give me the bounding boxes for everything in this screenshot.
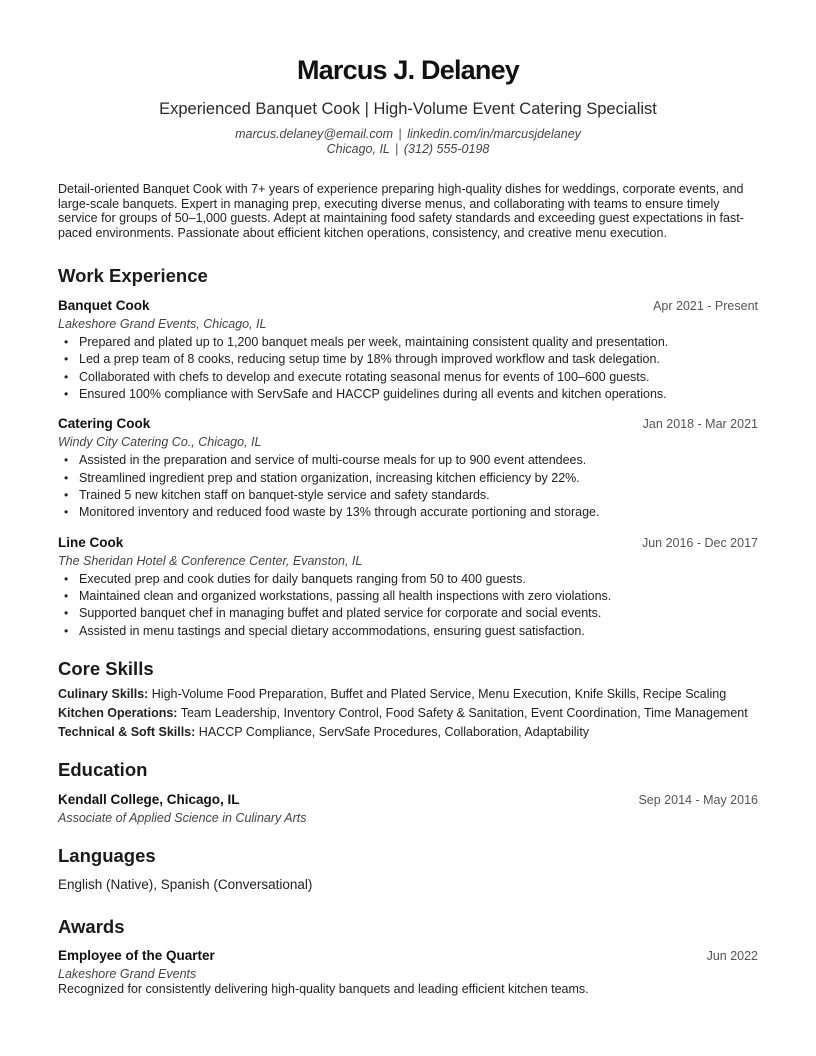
job-bullets xyxy=(58,453,758,519)
education-header xyxy=(58,792,758,808)
skill-value: High-Volume Food Preparation, Buffet and Plated Service, Menu Execution, Knife Skills, Recipe Scaling xyxy=(151,687,727,702)
job-bullets xyxy=(58,572,758,638)
job-organization: Windy City Catering Co., Chicago, IL xyxy=(58,435,262,450)
job-title: Banquet Cook xyxy=(58,298,150,313)
languages-text: English (Native), Spanish (Conversational) xyxy=(58,877,313,893)
skill-label: Culinary Skills: xyxy=(58,687,149,702)
bullet-item: • Ensured 100% compliance with ServSafe and HACCP guidelines during all events and kitchen operations. xyxy=(58,387,758,402)
section-title-experience: Work Experience xyxy=(58,265,208,286)
job-header xyxy=(58,416,758,432)
education-entry xyxy=(58,792,758,826)
job-dates: Apr 2021 - Present xyxy=(653,299,758,313)
location: Chicago, IL xyxy=(326,142,390,156)
job-title: Catering Cook xyxy=(58,416,151,432)
bullet-item: • Streamlined ingredient prep and station organization, increasing kitchen efficiency by 22%. xyxy=(58,471,758,486)
education-dates: Sep 2014 - May 2016 xyxy=(638,793,758,808)
award-entry xyxy=(58,948,758,996)
bullet-item: • Assisted in menu tastings and special dietary accommodations, ensuring guest satisfaction. xyxy=(58,624,758,639)
job-dates: Jan 2018 - Mar 2021 xyxy=(642,417,758,432)
award-name: Employee of the Quarter xyxy=(58,948,215,964)
linkedin-link[interactable]: linkedin.com/in/marcusjdelaney xyxy=(407,127,581,141)
bullet-item: • Collaborated with chefs to develop and execute rotating seasonal menus for events of 100–600 guests. xyxy=(58,370,758,385)
bullet-item: • Prepared and plated up to 1,200 banquet meals per week, maintaining consistent quality and presentation. xyxy=(58,335,758,350)
school-name: Kendall College, Chicago, IL xyxy=(58,792,240,808)
award-organization: Lakeshore Grand Events xyxy=(58,967,197,982)
job-bullets xyxy=(58,335,758,401)
job-entry xyxy=(58,535,758,638)
job-header xyxy=(58,298,758,314)
bullet-item: • Supported banquet chef in managing buffet and plated service for corporate and social events. xyxy=(58,606,758,621)
skills-list xyxy=(58,687,758,739)
skill-label: Kitchen Operations: xyxy=(58,706,178,721)
job-entry xyxy=(58,298,758,401)
section-title-languages: Languages xyxy=(58,845,156,867)
section-title-awards: Awards xyxy=(58,916,125,938)
award-date: Jun 2022 xyxy=(706,949,758,964)
job-organization: Lakeshore Grand Events, Chicago, IL xyxy=(58,317,267,331)
job-dates: Jun 2016 - Dec 2017 xyxy=(641,535,758,550)
skill-line xyxy=(58,706,758,720)
contact-line-1 xyxy=(58,127,758,142)
job-entry xyxy=(58,416,758,519)
skill-value: HACCP Compliance, ServSafe Procedures, Collaboration, Adaptability xyxy=(198,725,590,740)
job-organization: The Sheridan Hotel & Conference Center, Evanston, IL xyxy=(58,553,363,568)
award-header xyxy=(58,948,758,964)
degree: Associate of Applied Science in Culinary Arts xyxy=(58,811,307,826)
bullet-item: • Trained 5 new kitchen staff on banquet-style service and safety standards. xyxy=(58,488,758,503)
bullet-item: • Led a prep team of 8 cooks, reducing setup time by 18% through improved workflow and task delegation. xyxy=(58,352,758,367)
headline: Experienced Banquet Cook | High-Volume Event Catering Specialist xyxy=(159,100,657,118)
contact-line-2 xyxy=(58,142,758,157)
skill-value: Team Leadership, Inventory Control, Food Safety & Sanitation, Event Coordination, Time Management xyxy=(180,706,748,721)
separator: | xyxy=(398,127,402,141)
summary: Detail-oriented Banquet Cook with 7+ years of experience preparing high-quality dishes for weddings, corporate events, and large-scale banquets. Expert in managing prep, executing diverse menus, and collaborating with teams to ensure timely service for groups of 50–1,000 guests. Adept at maintaining food safety standards and exceeding guest expectations in fast-paced environments. Passionate about efficient kitchen operations, consistency, and creative menu execution. xyxy=(58,182,744,240)
email[interactable]: marcus.delaney@email.com xyxy=(235,127,393,141)
award-description: Recognized for consistently delivering high-quality banquets and leading efficient kitchen teams. xyxy=(58,982,589,997)
section-title-education: Education xyxy=(58,759,148,781)
separator: | xyxy=(395,142,399,156)
skill-line xyxy=(58,725,758,739)
skill-line xyxy=(58,687,758,701)
bullet-item: • Executed prep and cook duties for daily banquets ranging from 50 to 400 guests. xyxy=(58,572,758,587)
section-title-skills: Core Skills xyxy=(58,658,154,680)
skill-label: Technical & Soft Skills: xyxy=(58,725,196,740)
job-header xyxy=(58,535,758,551)
bullet-item: • Maintained clean and organized workstations, passing all health inspections with zero violations. xyxy=(58,589,758,604)
candidate-name: Marcus J. Delaney xyxy=(296,55,520,85)
job-title: Line Cook xyxy=(58,534,124,550)
bullet-item: • Monitored inventory and reduced food waste by 13% through accurate portioning and storage. xyxy=(58,505,758,520)
phone: (312) 555-0198 xyxy=(403,142,490,156)
bullet-item: • Assisted in the preparation and service of multi-course meals for up to 900 event attendees. xyxy=(58,453,758,468)
